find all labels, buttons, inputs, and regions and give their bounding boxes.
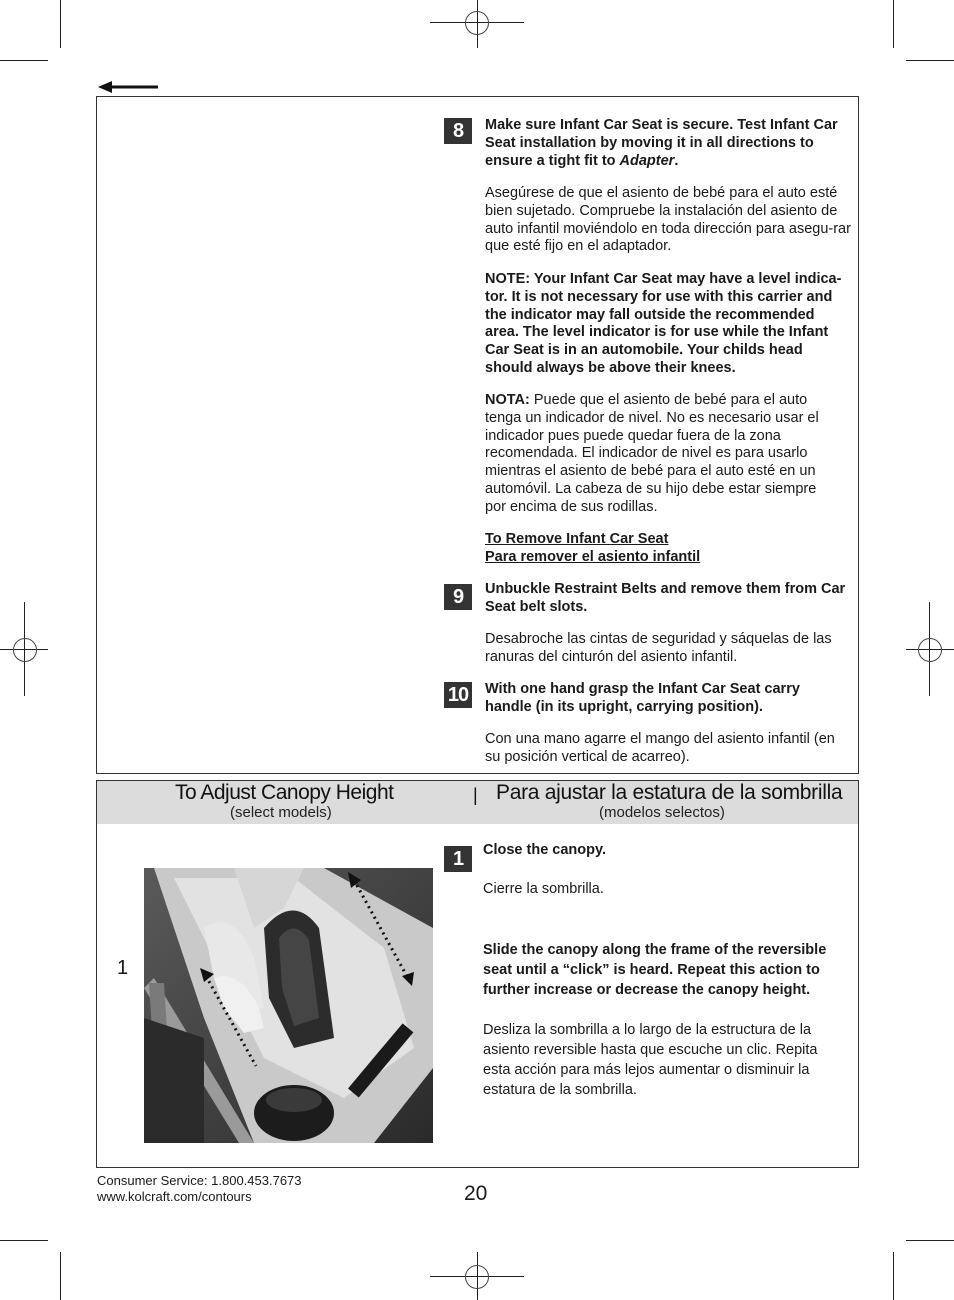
crop-mark: [0, 1240, 48, 1241]
crop-mark: [0, 60, 48, 61]
step8-spanish: Asegúrese de que el asiento de bebé para el auto esté bien sujetado. Compruebe la instalación del asiento de auto infantil moviéndolo en toda dirección para asegu-rar que esté fijo en el adaptador.: [485, 185, 851, 255]
canopy-subtitle-spanish: (modelos selectos): [599, 804, 725, 821]
crop-mark: [906, 1240, 954, 1241]
step8-english: Make sure Infant Car Seat is secure. Test Infant Car Seat installation by moving it in all directions to ensure a tight fit to Adapter.: [485, 117, 838, 169]
registration-mark: [13, 638, 37, 662]
crop-mark: [906, 60, 954, 61]
registration-mark: [465, 1265, 489, 1289]
step1-spanish: Cierre la sombrilla.: [483, 881, 604, 897]
crop-mark: [60, 0, 61, 48]
step10-spanish: Con una mano agarre el mango del asiento infantil (en su posición vertical de acarreo).: [485, 731, 835, 765]
arrow-left-icon: [98, 80, 160, 94]
step10-english: With one hand grasp the Infant Car Seat carry handle (in its upright, carrying position).: [485, 681, 800, 715]
canopy-subtitle-english: (select models): [230, 804, 332, 821]
header-separator: |: [473, 785, 478, 805]
stroller-illustration: [144, 868, 433, 1143]
crop-mark: [893, 1252, 894, 1300]
nota-label: NOTA:: [485, 392, 530, 408]
note-label: NOTE:: [485, 271, 531, 287]
step1-english: Close the canopy.: [483, 842, 607, 858]
canopy-title-spanish: Para ajustar la estatura de la sombrilla: [496, 781, 843, 804]
website-link[interactable]: www.kolcraft.com/contours: [97, 1189, 252, 1204]
remove-heading-english: To Remove Infant Car Seat: [485, 531, 669, 547]
figure-label: 1: [117, 957, 129, 979]
slide-canopy-english: Slide the canopy along the frame of the reversible seat until a “click” is heard. Repeat this action to further increase or decrease the canopy height.: [483, 942, 827, 998]
step9-spanish: Desabroche las cintas de seguridad y sáquelas de las ranuras del cinturón del asiento infantil.: [485, 631, 832, 665]
slide-canopy-spanish: Desliza la sombrilla a lo largo de la estructura de la asiento reversible hasta que escuche un clic. Repita esta acción para más lejos aumentar o disminuir la estatura de la sombrilla.: [483, 1022, 818, 1098]
registration-mark: [918, 638, 942, 662]
step9-english: Unbuckle Restraint Belts and remove them from Car Seat belt slots.: [485, 581, 846, 615]
note-english: NOTE: Your Infant Car Seat may have a level indica-tor. It is not necessary for use with this carrier and the indicator may fall outside the recommended area. The level indicator is for use while the Infant Car Seat is in an automobile. Your childs head should always be above their knees.: [485, 271, 842, 376]
crop-mark: [893, 0, 894, 48]
canopy-adjustment-photo: [144, 868, 433, 1143]
remove-heading-spanish: Para remover el asiento infantil: [485, 549, 701, 565]
consumer-service-phone: Consumer Service: 1.800.453.7673: [97, 1173, 302, 1188]
step-badge: 8: [444, 118, 472, 144]
note-spanish: NOTA: Puede que el asiento de bebé para el auto tenga un indicador de nivel. No es necesario usar el indicador pues puede quedar fuera de la zona recomendada. El indicador de nivel es para usarlo mientras el asiento de bebé para el auto esté en un automóvil. La cabeza de su hijo debe estar siempre por encima de sus rodillas.: [485, 392, 819, 515]
crop-mark: [60, 1252, 61, 1300]
step-badge: 9: [444, 584, 472, 610]
canopy-title-english: To Adjust Canopy Height: [175, 781, 394, 804]
page-number: 20: [464, 1182, 488, 1205]
registration-mark: [465, 11, 489, 35]
step-badge: 10: [444, 682, 472, 708]
step-badge: 1: [444, 846, 472, 872]
